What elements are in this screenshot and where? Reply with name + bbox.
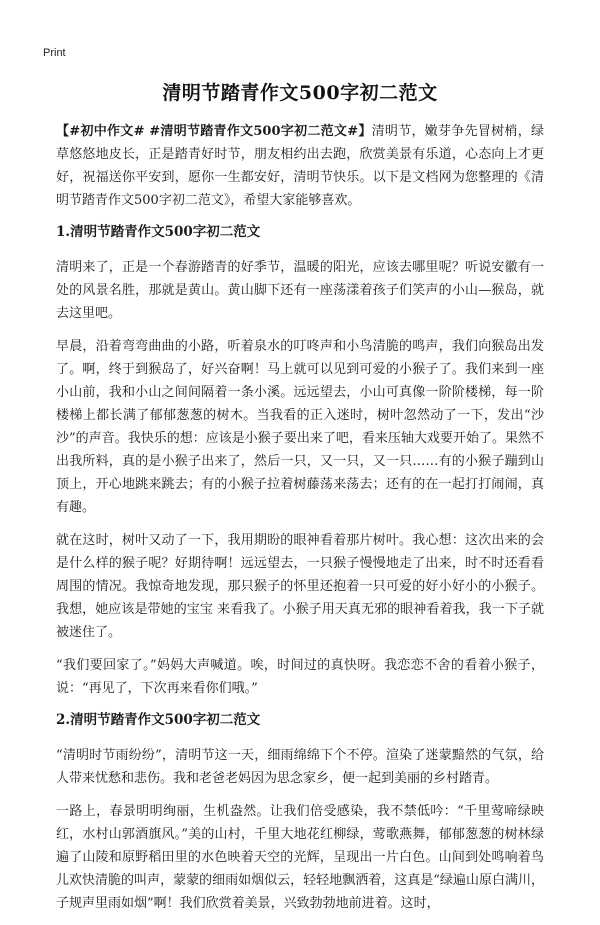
intro-text: 清明节，嫩芽争先冒树梢，绿草悠悠地皮长，正是踏青好时节，朋友相约出去跑，欣赏美景有乐道，心态向上才更好，祝福送你平安到，愿你一生都安好，清明节快乐。以下是文档网为您整理的《清明节踏青作文500字初二范文》，希望大家能够喜欢。 xyxy=(56,124,544,208)
intro-paragraph xyxy=(56,120,544,212)
page-title: 清明节踏青作文500字初二范文 xyxy=(162,82,438,104)
document-body xyxy=(56,120,544,925)
section-heading: 2.清明节踏青作文500字初二范文 xyxy=(56,712,261,728)
paragraph: 清明来了，正是一个春游踏青的好季节，温暖的阳光，应该去哪里呢？听说安徽有一处的风景名胜，那就是黄山。黄山脚下还有一座荡漾着孩子们笑声的小山—猴岛，就去这里吧。 xyxy=(56,260,544,321)
paragraph: “清明时节雨纷纷”，清明节这一天，细雨绵绵下个不停。渲染了迷蒙黯然的气氛，给人带来忧愁和悲伤。我和老爸老妈因为思念家乡，便一起到美丽的乡村踏青。 xyxy=(56,748,544,786)
paragraph: 早晨，沿着弯弯曲曲的小路，听着泉水的叮咚声和小鸟清脆的鸣声，我们向猴岛出发了。啊，终于到猴岛了，好兴奋啊！马上就可以见到可爱的小猴子了。我们来到一座小山前，我和小山之间间隔着一条小溪。远远望去，小山可真像一阶阶楼梯，每一阶楼梯上都长满了郁郁葱葱的树木。当我看的正入迷时，树叶忽然动了一下，发出“沙沙”的声音。我快乐的想：应该是小猴子要出来了吧，看来压轴大戏要开始了。果然不出我所料，真的是小猴子出来了，然后一只，又一只，又一只……有的小猴子蹦到山顶上，开心地跳来跳去；有的小猴子拉着树藤荡来荡去；还有的在一起打打闹闹，真有趣。 xyxy=(56,339,544,515)
section-heading: 1.清明节踏青作文500字初二范文 xyxy=(56,224,261,240)
paragraph: 一路上，春景明明绚丽，生机盎然。让我们倍受感染，我不禁低吟：“千里莺啼绿映红，水村山郭酒旗风。”美的山村，千里大地花红柳绿，莺歌燕舞，郁郁葱葱的树林绿遍了山陵和原野稻田里的水色映着天空的光辉，呈现出一片白色。山间到处鸣响着鸟儿欢快清脆的叫声，蒙蒙的细雨如烟似云，轻轻地飘洒着，这真是“绿遍山原白满川，子规声里雨如烟”啊！我们欣赏着美景，兴致勃勃地前进着。这时， xyxy=(56,804,544,911)
intro-tag: 【#初中作文# #清明节踏青作文500字初二范文#】 xyxy=(56,124,372,139)
paragraph: “我们要回家了。”妈妈大声喊道。唉，时间过的真快呀。我恋恋不舍的看着小猴子，说：“再见了，下次再来看你们哦。” xyxy=(56,658,544,696)
print-label: Print xyxy=(43,47,66,59)
paragraph: 就在这时，树叶又动了一下，我用期盼的眼神看着那片树叶。我心想：这次出来的会是什么样的猴子呢？好期待啊！远远望去，一只猴子慢慢地走了出来，时不时还看看周围的情况。我惊奇地发现，那只猴子的怀里还抱着一只可爱的好小好小的小猴子。我想，她应该是带她的宝宝 来看我了。小猴子用天真无邪的眼神看着我，我一下子就被迷住了。 xyxy=(56,533,544,640)
